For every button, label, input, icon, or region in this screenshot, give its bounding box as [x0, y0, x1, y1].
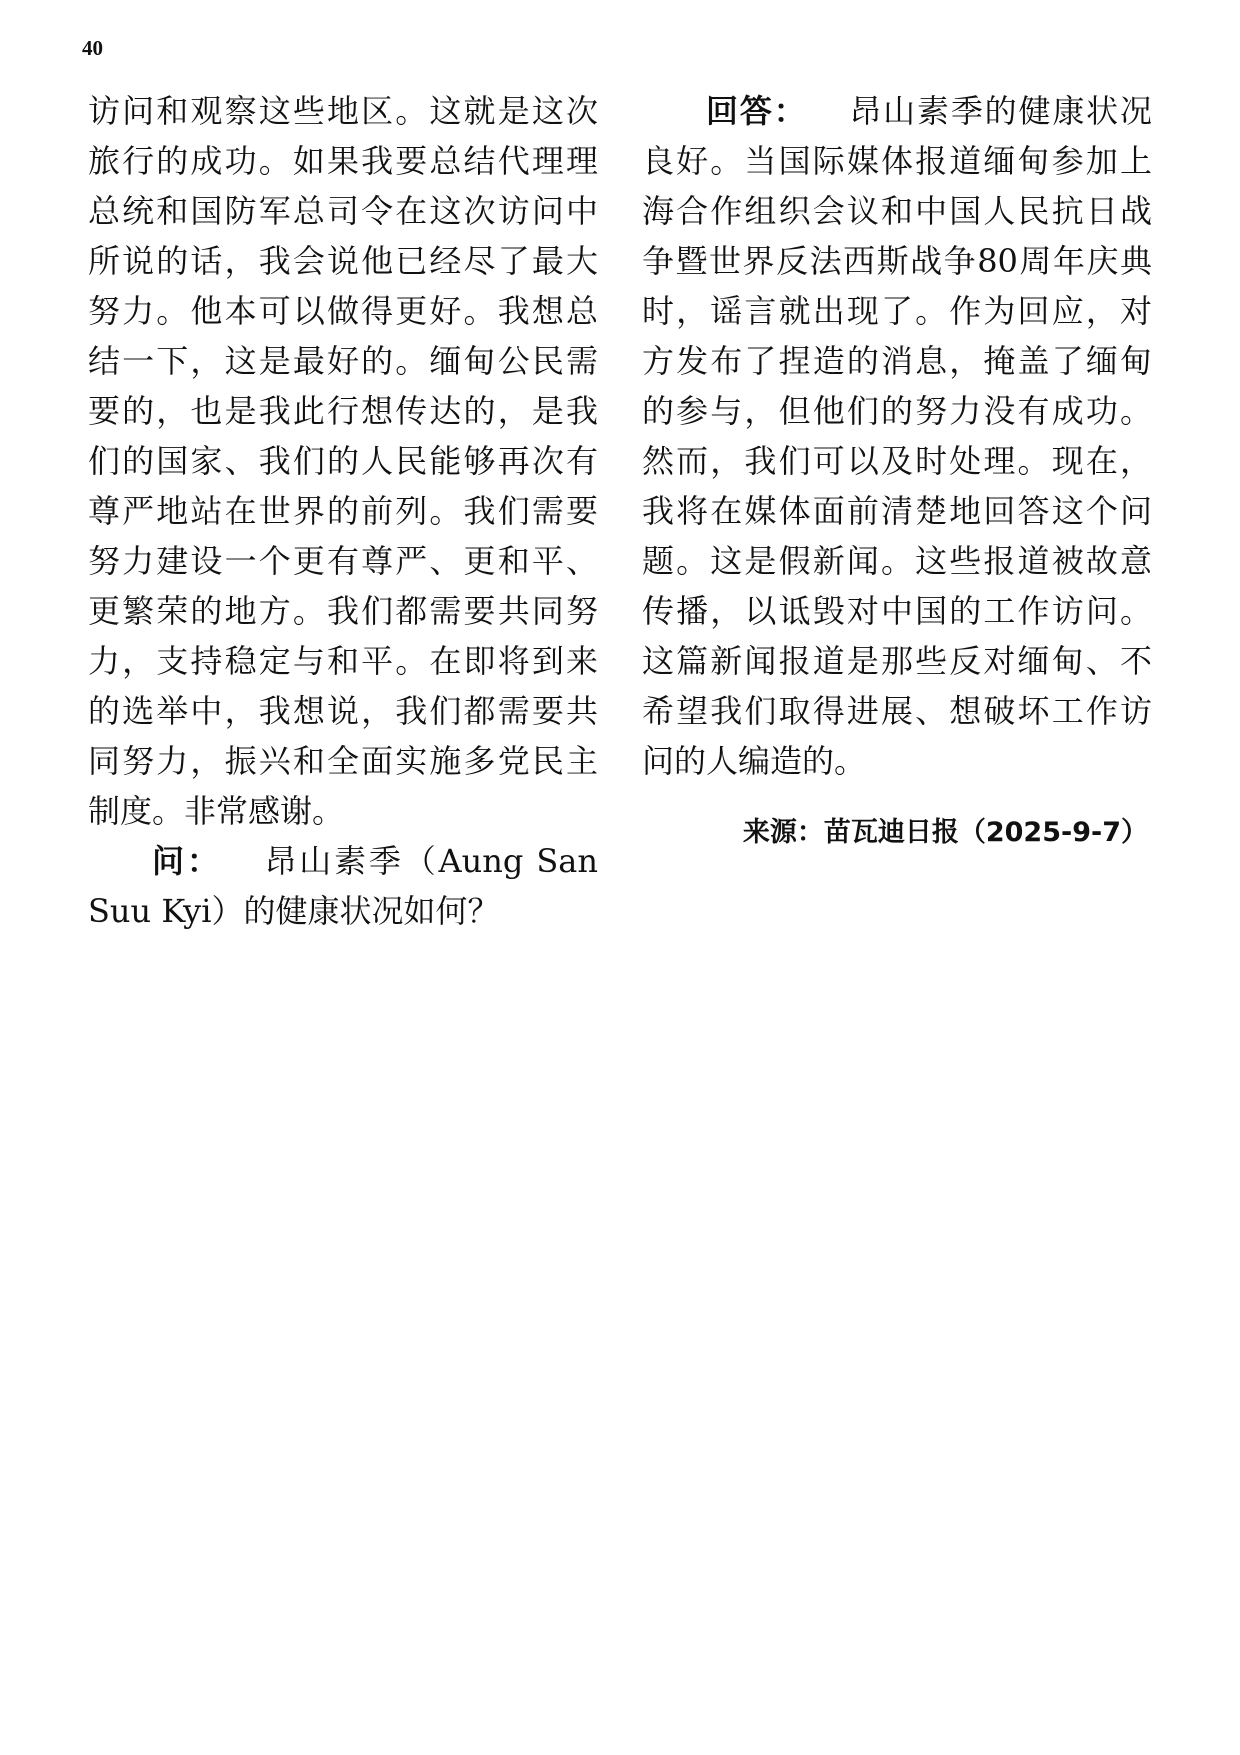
right-column	[642, 86, 1152, 858]
answer-text: 昂山素季的健康状况良好。当国际媒体报道缅甸参加上海合作组织会议和中国人民抗日战争暨世界反法西斯战争80周年庆典时，谣言就出现了。作为回应，对方发布了捏造的消息，掩盖了缅甸的参与，但他们的努力没有成功。然而，我们可以及时处理。现在，我将在媒体面前清楚地回答这个问题。这是假新闻。这些报道被故意传播，以诋毁对中国的工作访问。这篇新闻报道是那些反对缅甸、不希望我们取得进展、想破坏工作访问的人编造的。	[642, 92, 1152, 780]
question-label: 问：	[152, 842, 222, 880]
left-column	[88, 86, 598, 936]
question-text: 昂山素季（Aung San Suu Kyi）的健康状况如何？	[88, 842, 598, 930]
continuation-paragraph: 访问和观察这些地区。这就是这次旅行的成功。如果我要总结代理理总统和国防军总司令在这次访问中所说的话，我会说他已经尽了最大努力。他本可以做得更好。我想总结一下，这是最好的。缅甸公民需要的，也是我此行想传达的，是我们的国家、我们的人民能够再次有尊严地站在世界的前列。我们需要努力建设一个更有尊严、更和平、更繁荣的地方。我们都需要共同努力，支持稳定与和平。在即将到来的选举中，我想说，我们都需要共同努力，振兴和全面实施多党民主制度。非常感谢。	[88, 92, 598, 830]
question-paragraph	[88, 836, 598, 936]
source-attribution: 来源：苗瓦迪日报（2025-9-7）	[742, 817, 1148, 848]
answer-label: 回答：	[706, 92, 808, 130]
page-number: 40	[82, 36, 103, 60]
answer-paragraph	[642, 86, 1152, 786]
